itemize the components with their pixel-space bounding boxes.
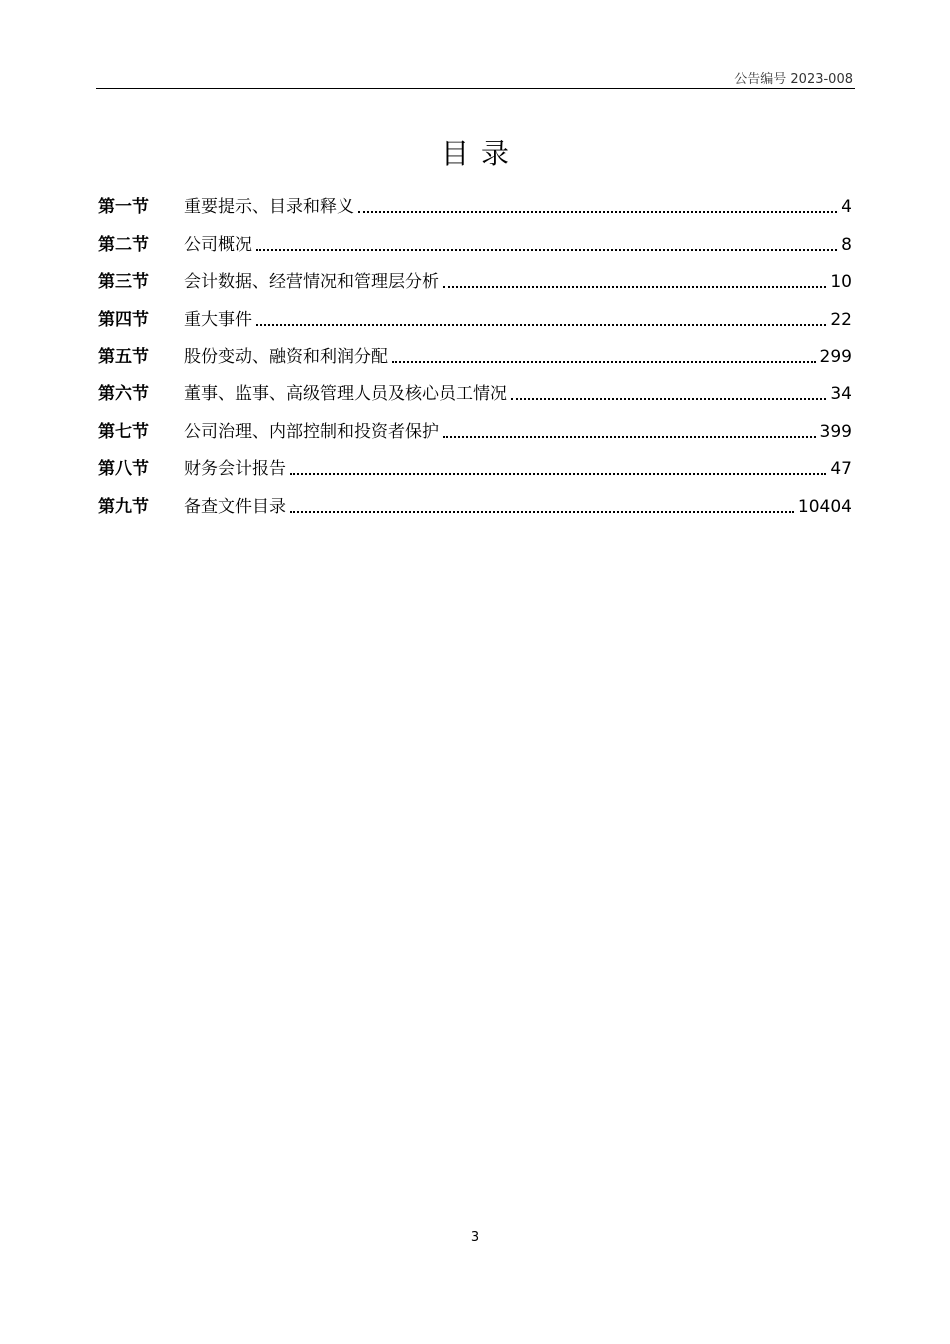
toc-page-number: 4	[841, 197, 852, 218]
toc-title: 目录	[440, 137, 521, 170]
page-number: 3	[470, 1230, 480, 1245]
toc-dot-leader	[443, 436, 816, 438]
toc-page-number: 10404	[797, 496, 852, 517]
toc-section-label: 第二节	[98, 234, 149, 255]
toc-section-label: 第四节	[98, 309, 149, 330]
toc-entry-1[interactable]	[98, 184, 852, 221]
toc-section-label: 第五节	[98, 346, 149, 367]
toc-entry-4[interactable]	[98, 296, 852, 333]
toc-section-title: 董事、监事、高级管理人员及核心员工情况	[184, 384, 507, 405]
toc-entry-9[interactable]	[98, 483, 852, 520]
toc-dot-leader	[256, 249, 837, 251]
toc-section-label: 第三节	[98, 272, 149, 293]
toc-page-number: 34	[830, 384, 852, 405]
toc-dot-leader	[443, 286, 826, 288]
toc-page-number: 8	[841, 234, 852, 255]
toc-section-label: 第一节	[98, 197, 149, 218]
toc-page-number: 47	[830, 459, 852, 480]
toc-entry-8[interactable]	[98, 446, 852, 483]
toc-section-title: 股份变动、融资和利润分配	[184, 346, 388, 367]
toc-section-label: 第八节	[98, 459, 149, 480]
toc-dot-leader	[256, 324, 826, 326]
toc-entry-2[interactable]	[98, 221, 852, 258]
toc-dot-leader	[290, 511, 794, 513]
toc-entry-7[interactable]	[98, 408, 852, 445]
toc-section-label: 第七节	[98, 421, 149, 442]
toc-section-title: 重大事件	[184, 309, 252, 330]
toc-section-title: 财务会计报告	[184, 459, 286, 480]
toc-page-number: 399	[819, 421, 852, 442]
toc-section-title: 公司概况	[184, 234, 252, 255]
toc-section-label: 第六节	[98, 384, 149, 405]
toc-section-title: 会计数据、经营情况和管理层分析	[184, 272, 439, 293]
page-header	[96, 66, 855, 89]
toc-section-title: 公司治理、内部控制和投资者保护	[184, 421, 439, 442]
toc-entry-3[interactable]	[98, 259, 852, 296]
toc-page-number: 22	[830, 309, 852, 330]
toc-entry-6[interactable]	[98, 371, 852, 408]
toc-dot-leader	[392, 361, 816, 363]
toc-dot-leader	[511, 398, 826, 400]
toc-dot-leader	[290, 473, 826, 475]
announcement-code: 公告编号 2023-008	[734, 72, 853, 87]
toc-section-title: 重要提示、目录和释义	[184, 197, 354, 218]
toc-section-title: 备查文件目录	[184, 496, 286, 517]
toc-entry-5[interactable]	[98, 334, 852, 371]
table-of-contents	[98, 184, 852, 521]
toc-page-number: 10	[830, 272, 852, 293]
toc-page-number: 299	[819, 346, 852, 367]
toc-section-label: 第九节	[98, 496, 149, 517]
toc-dot-leader	[358, 211, 837, 213]
